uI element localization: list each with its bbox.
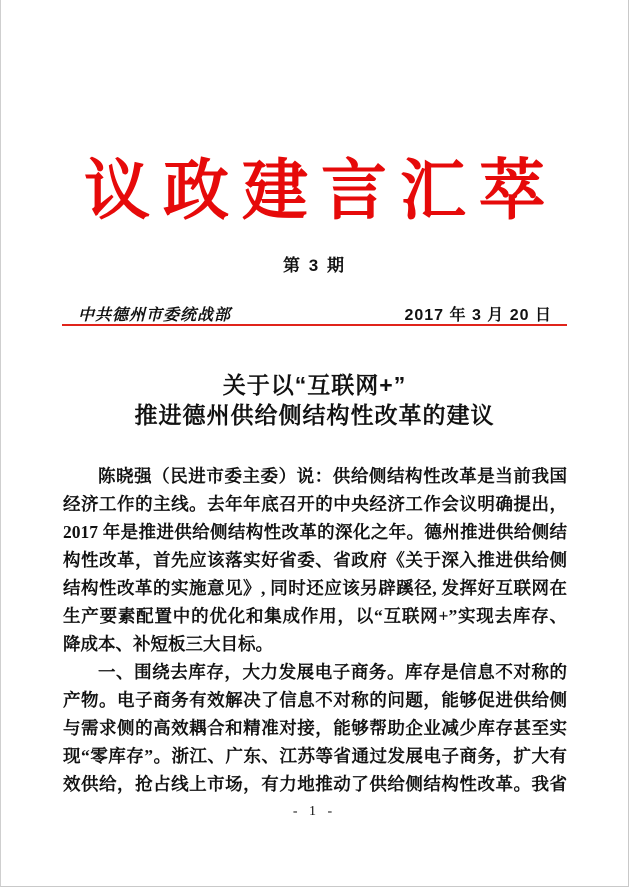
body-text: 降成本、补短板三大目标。 <box>63 634 273 654</box>
body <box>63 462 567 798</box>
paragraph <box>63 462 567 658</box>
body-text: 与需求侧的高效耦合和精准对接，能够帮助企业减少库存甚至实 <box>63 718 567 738</box>
body-text: 2017 年是推进供给侧结构性改革的深化之年。德州推进供给侧结 <box>63 522 567 542</box>
bold-lead-text: 一、围绕去库存，大力发展电子商务。 <box>98 662 406 682</box>
body-line <box>63 490 567 518</box>
body-text: 产物。电子商务有效解决了信息不对称的问题，能够促进供给侧 <box>63 690 567 710</box>
body-line <box>63 462 567 490</box>
issuer-name: 中共德州市委统战部 <box>78 307 232 324</box>
body-text: 库存是信息不对称的 <box>405 662 567 682</box>
masthead <box>1 148 628 232</box>
article-title-line1: 关于以“互联网+” <box>222 372 407 398</box>
issue-date: 2017 年 3 月 20 日 <box>404 307 552 324</box>
body-line <box>63 518 567 546</box>
body-line <box>63 686 567 714</box>
body-line <box>63 770 567 798</box>
body-text: 效供给，抢占线上市场，有力地推动了供给侧结构性改革。我省 <box>63 774 567 794</box>
body-line <box>63 714 567 742</box>
body-text: 现“零库存”。浙江、广东、江苏等省通过发展电子商务，扩大有 <box>63 746 567 766</box>
article-title-line2: 推进德州供给侧结构性改革的建议 <box>134 402 495 428</box>
body-line <box>63 602 567 630</box>
page-number: - 1 - <box>292 804 337 819</box>
body-text: 经济工作的主线。去年年底召开的中央经济工作会议明确提出， <box>63 494 567 514</box>
body-line <box>63 742 567 770</box>
masthead-title: 议政建言汇萃 <box>84 151 558 229</box>
body-text: 生产要素配置中的优化和集成作用，以“互联网+”实现去库存、 <box>63 606 567 626</box>
body-text: 结构性改革的实施意见》, 同时还应该另辟蹊径, 发挥好互联网在 <box>63 578 567 598</box>
document-header <box>78 302 552 325</box>
body-text: 构性改革，首先应该落实好省委、省政府《关于深入推进供给侧 <box>63 550 567 570</box>
body-line <box>63 630 567 658</box>
body-line <box>63 574 567 602</box>
article-title <box>1 370 628 430</box>
body-line <box>63 546 567 574</box>
body-line <box>63 658 567 686</box>
issue-label: 第 3 期 <box>283 256 346 275</box>
body-text: 陈晓强（民进市委主委）说：供给侧结构性改革是当前我国 <box>98 466 567 486</box>
red-divider-rule <box>62 324 567 326</box>
paragraph <box>63 658 567 798</box>
